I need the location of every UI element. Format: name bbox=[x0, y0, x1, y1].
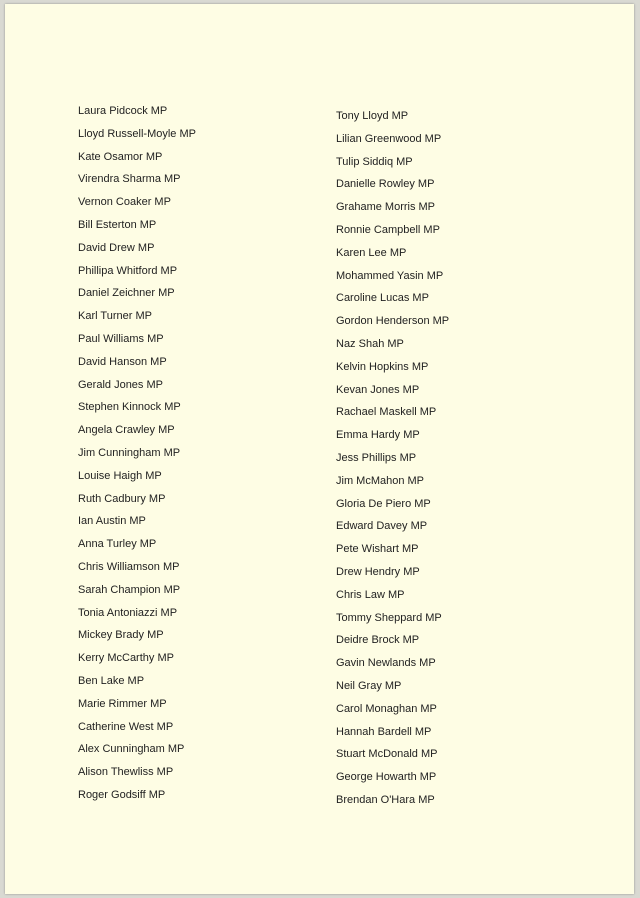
signatory-name: Edward Davey MP bbox=[336, 520, 428, 533]
signatory-name: Rachael Maskell MP bbox=[336, 406, 437, 419]
signatory-name: Naz Shah MP bbox=[336, 337, 404, 350]
signatory-name: Phillipa Whitford MP bbox=[78, 264, 178, 277]
signatory-name: Roger Godsiff MP bbox=[78, 788, 166, 801]
signatory-name: Emma Hardy MP bbox=[336, 429, 420, 442]
signatory-name: Ruth Cadbury MP bbox=[78, 492, 166, 505]
signatory-name: Alison Thewliss MP bbox=[78, 766, 174, 779]
signatory-name: Danielle Rowley MP bbox=[336, 178, 435, 191]
signatory-name: Gloria De Piero MP bbox=[336, 497, 431, 510]
signatory-name: Tonia Antoniazzi MP bbox=[78, 606, 178, 619]
signatory-name: Kerry McCarthy MP bbox=[78, 652, 174, 665]
signatory-name: Jim McMahon MP bbox=[336, 474, 425, 487]
signatory-name: Brendan O'Hara MP bbox=[336, 793, 435, 806]
signatory-name: Vernon Coaker MP bbox=[78, 196, 171, 209]
signatory-name: Anna Turley MP bbox=[78, 538, 157, 551]
signatory-name: Lloyd Russell-Moyle MP bbox=[78, 127, 196, 140]
signatory-name: Stuart McDonald MP bbox=[336, 748, 438, 761]
signatory-name: Carol Monaghan MP bbox=[336, 702, 437, 715]
signatories-left-column bbox=[78, 100, 196, 807]
signatory-name: Sarah Champion MP bbox=[78, 583, 181, 596]
signatory-name: Lilian Greenwood MP bbox=[336, 132, 442, 145]
signatory-name: David Drew MP bbox=[78, 241, 155, 254]
signatory-name: Paul Williams MP bbox=[78, 332, 164, 345]
signatory-name: Gerald Jones MP bbox=[78, 378, 163, 391]
signatory-name: Daniel Zeichner MP bbox=[78, 287, 175, 300]
signatory-name: Marie Rimmer MP bbox=[78, 697, 167, 710]
signatory-name: Jim Cunningham MP bbox=[78, 446, 181, 459]
signatory-name: Grahame Morris MP bbox=[336, 201, 436, 214]
signatory-name: Bill Esterton MP bbox=[78, 218, 157, 231]
signatory-name: Gavin Newlands MP bbox=[336, 657, 436, 670]
signatory-name: George Howarth MP bbox=[336, 771, 437, 784]
document-page bbox=[5, 4, 634, 894]
signatory-name: Mohammed Yasin MP bbox=[336, 269, 444, 282]
signatory-name: Louise Haigh MP bbox=[78, 469, 162, 482]
signatory-name: Angela Crawley MP bbox=[78, 424, 175, 437]
signatories-right-column bbox=[336, 105, 449, 812]
signatory-name: Deidre Brock MP bbox=[336, 634, 420, 647]
signatory-name: Laura Pidcock MP bbox=[78, 105, 168, 117]
signatory-name: Drew Hendry MP bbox=[336, 565, 420, 578]
signatory-name: Hannah Bardell MP bbox=[336, 725, 432, 738]
signatory-name: Ian Austin MP bbox=[78, 515, 146, 528]
signatory-name: Tony Lloyd MP bbox=[336, 110, 409, 122]
signatory-name: Caroline Lucas MP bbox=[336, 292, 429, 305]
signatory-name: Tulip Siddiq MP bbox=[336, 155, 413, 168]
signatory-name: Ronnie Campbell MP bbox=[336, 223, 440, 236]
signatory-name: Mickey Brady MP bbox=[78, 629, 164, 642]
signatory-name: Kelvin Hopkins MP bbox=[336, 360, 429, 373]
signatory-name: Virendra Sharma MP bbox=[78, 173, 181, 186]
signatory-name: Chris Williamson MP bbox=[78, 560, 180, 573]
signatory-name: Ben Lake MP bbox=[78, 674, 145, 687]
signatory-name: Neil Gray MP bbox=[336, 679, 402, 692]
signatory-name: Catherine West MP bbox=[78, 720, 174, 733]
signatory-name: Chris Law MP bbox=[336, 588, 405, 601]
signatory-name: Gordon Henderson MP bbox=[336, 315, 450, 328]
signatory-name: Stephen Kinnock MP bbox=[78, 401, 181, 414]
signatory-name: Alex Cunningham MP bbox=[78, 743, 185, 756]
signatory-name: Kevan Jones MP bbox=[336, 383, 420, 396]
signatory-name: Kate Osamor MP bbox=[78, 150, 163, 163]
signatory-name: Pete Wishart MP bbox=[336, 543, 419, 556]
signatory-name: Karen Lee MP bbox=[336, 246, 407, 259]
signatory-name: David Hanson MP bbox=[78, 355, 167, 368]
signatory-name: Karl Turner MP bbox=[78, 310, 152, 323]
signatory-name: Tommy Sheppard MP bbox=[336, 611, 442, 624]
signatory-name: Jess Phillips MP bbox=[336, 451, 417, 464]
